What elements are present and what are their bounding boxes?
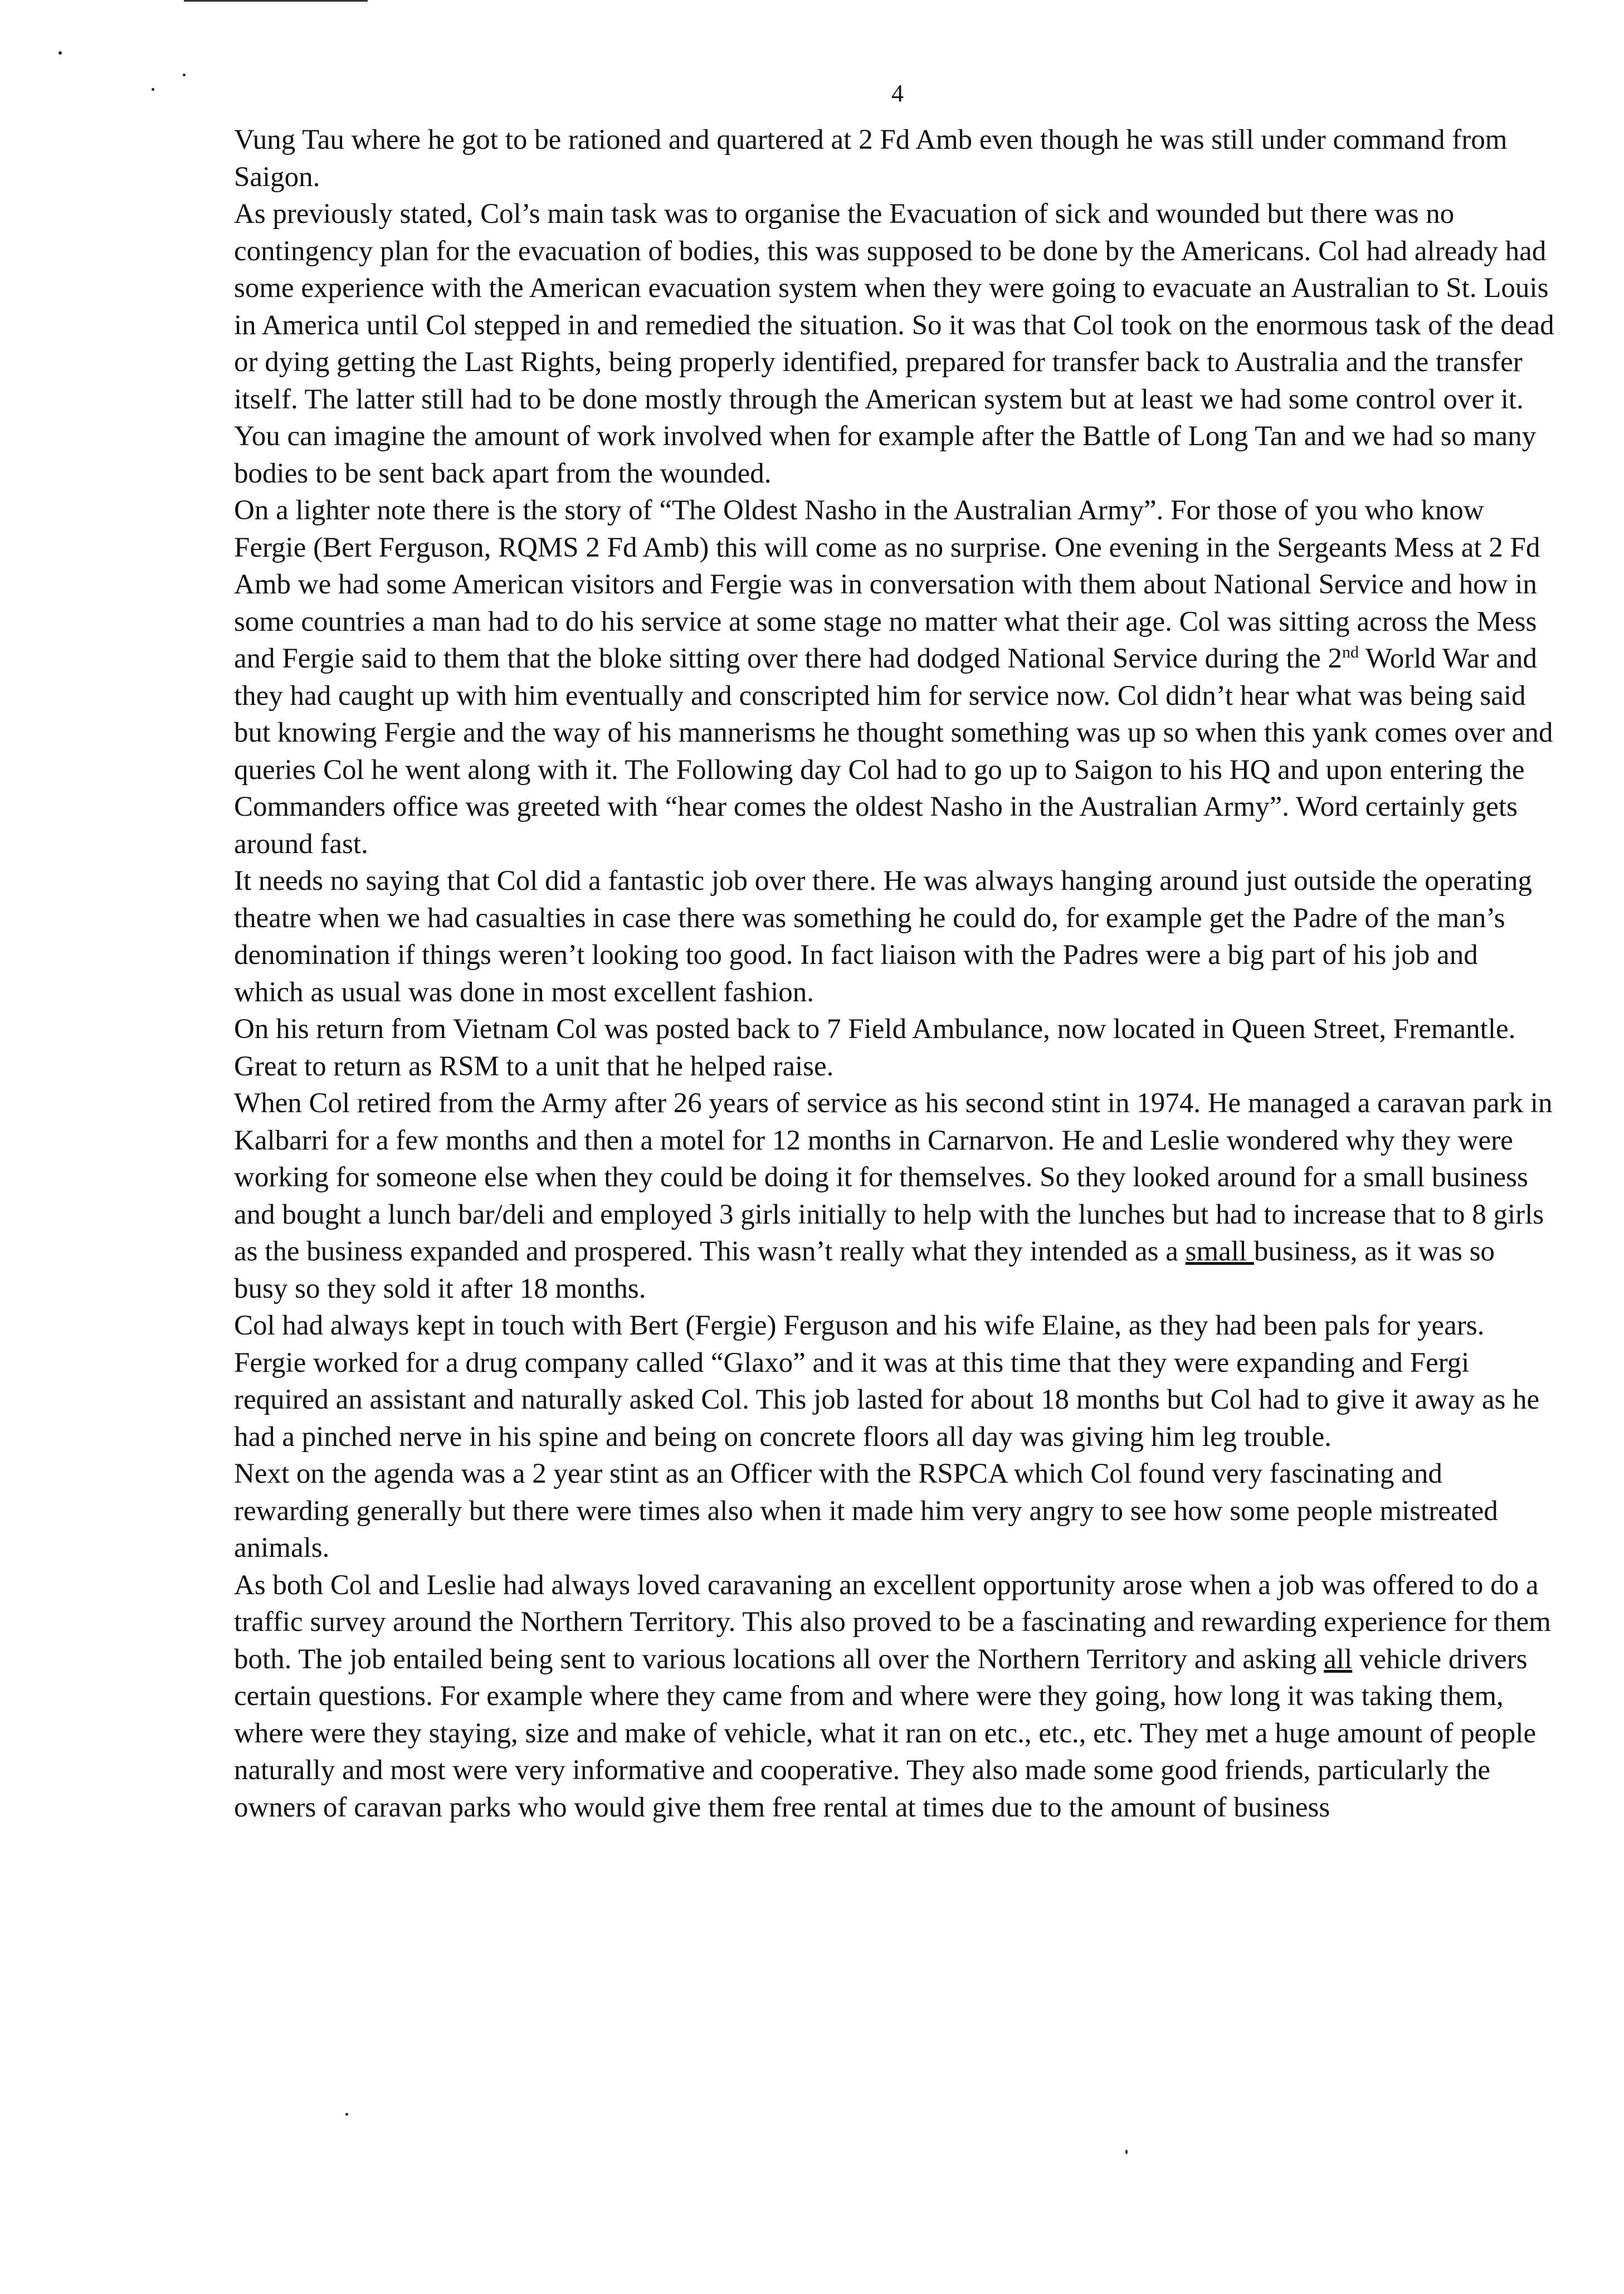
paragraph: It needs no saying that Col did a fantastic job over there. He was always hanging around just outside the operating theatre when we had casualties in case there was something he could do, for example get the Padre of the man’s denomination if things weren’t looking too good. In fact liaison with the Padres were a big part of his job and which as usual was done in most excellent fashion. xyxy=(234,865,1532,1008)
ordinal-number: 2 xyxy=(1328,643,1342,674)
document-body xyxy=(234,121,1554,1826)
scan-top-rule xyxy=(184,0,368,2)
paragraph-text: As both Col and Leslie had always loved caravaning an excellent opportunity arose when a job was offered to do a traffic survey around the Northern Territory. This also proved to be a fascinating and rewarding experience for them both. The job entailed being sent to various locations all over the Northern Territory and asking xyxy=(234,1569,1551,1675)
paragraph-text: vehicle drivers certain questions. For example where they came from and where were they going, how long it was taking them, where were they staying, size and make of vehicle, what it ran on etc., etc., etc. They met a huge amount of people naturally and most were very informative and cooperative. They also made some good friends, particularly the owners of caravan parks who would give them free rental at times due to the amount of business xyxy=(234,1643,1537,1823)
paragraph: Col had always kept in touch with Bert (Fergie) Ferguson and his wife Elaine, as they had been pals for years. Fergie worked for a drug company called “Glaxo” and it was at this time that they were expanding and Fergi required an assistant and naturally asked Col. This job lasted for about 18 months but Col had to give it away as he had a pinched nerve in his spine and being on concrete floors all day was giving him leg trouble. xyxy=(234,1310,1540,1453)
scan-speck xyxy=(152,88,154,91)
paragraph: Vung Tau where he got to be rationed and quartered at 2 Fd Amb even though he was still under command from Saigon. xyxy=(234,124,1508,193)
underlined-word: all xyxy=(1324,1643,1353,1675)
scan-speck xyxy=(1125,2150,1128,2154)
paragraph: As previously stated, Col’s main task was to organise the Evacuation of sick and wounded but there was no contingency plan for the evacuation of bodies, this was supposed to be done by the Americans. Col had already had some experience with the American evacuation system when they were going to evacuate an Australian to St. Louis in America until Col stepped in and remedied the situation. So it was that Col took on the enormous task of the dead or dying getting the Last Rights, being properly identified, prepared for transfer back to Australia and the transfer itself. The latter still had to be done mostly through the American system but at least we had some control over it. You can imagine the amount of work involved when for example after the Battle of Long Tan and we had so many bodies to be sent back apart from the wounded. xyxy=(234,198,1554,489)
paragraph-text: When Col retired from the Army after 26 years of service as his second stint in 1974. He managed a caravan park in Kalbarri for a few months and then a motel for 12 months in Carnarvon. He and Leslie wondered why they were working for someone else when they could be doing it for themselves. So they looked around for a small business and bought a lunch bar/deli and employed 3 girls initially to help with the lunches but had to increase that to 8 girls as the business expanded and prospered. This wasn’t really what they intended as a xyxy=(234,1088,1553,1267)
paragraph-text: business, as it was so busy so they sold it after 18 months. xyxy=(234,1236,1495,1304)
scan-speck xyxy=(58,51,62,55)
scan-speck xyxy=(345,2113,348,2116)
paragraph xyxy=(234,492,1554,863)
paragraph-text: On a lighter note there is the story of “The Oldest Nasho in the Australian Army”. For those of you who know Fergie (Bert Ferguson, RQMS 2 Fd Amb) this will come as no surprise. One evening in the Sergeants Mess at 2 Fd Amb we had some American visitors and Fergie was in conversation with them about National Service and how in some countries a man had to do his service at some stage no matter what their age. Col was sitting across the Mess and Fergie said to them that the bloke sitting over there had dodged National Service during the xyxy=(234,495,1540,674)
paragraph: Next on the agenda was a 2 year stint as an Officer with the RSPCA which Col found very fascinating and rewarding generally but there were times also when it made him very angry to see how some people mistreated animals. xyxy=(234,1458,1498,1564)
page-number: 4 xyxy=(891,80,904,107)
paragraph xyxy=(234,1567,1554,1827)
scan-speck xyxy=(183,74,186,76)
underlined-word: small xyxy=(1185,1236,1254,1267)
paragraph xyxy=(234,1085,1554,1307)
paragraph-text: World War and they had caught up with him eventually and conscripted him for service now. Col didn’t hear what was being said but knowing Fergie and the way of his mannerisms he thought something was up so when this yank comes over and queries Col he went along with it. The Following day Col had to go up to Saigon to his HQ and upon entering the Commanders office was greeted with “hear comes the oldest Nasho in the Australian Army”. Word certainly gets around fast. xyxy=(234,643,1553,860)
ordinal-suffix: nd xyxy=(1342,643,1359,661)
paragraph: On his return from Vietnam Col was posted back to 7 Field Ambulance, now located in Queen Street, Fremantle. Great to return as RSM to a unit that he helped raise. xyxy=(234,1014,1516,1082)
